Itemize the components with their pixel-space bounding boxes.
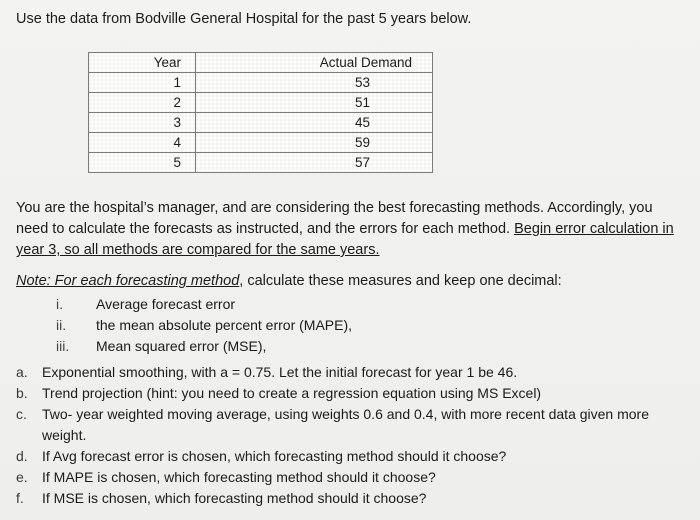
instructions-text: You are the hospital’s manager, and are considering the best forecasting methods. Accordingly, you need to calculate the forecasts as instructed, and the errors for each method. — [16, 200, 653, 237]
list-text: Trend projection (hint: you need to create a regression equation using MS Excel) — [42, 385, 542, 401]
list-number: ii. — [56, 317, 67, 333]
year-cell: 1 — [89, 73, 196, 93]
list-letter: a. — [16, 364, 28, 380]
list-number: iii. — [56, 338, 70, 354]
list-letter: d. — [16, 448, 28, 464]
list-letter: f. — [16, 490, 24, 506]
table-row — [89, 93, 433, 113]
list-text: If MSE is chosen, which forecasting method should it choose? — [42, 490, 427, 506]
list-letter: c. — [16, 406, 27, 422]
table-row — [89, 153, 433, 173]
intro-text: Use the data from Bodville General Hospital for the past 5 years below. — [16, 11, 472, 27]
list-item — [16, 446, 686, 467]
demand-cell: 57 — [196, 153, 433, 173]
note-line — [16, 271, 562, 292]
measures-list — [48, 294, 352, 357]
demand-table-container — [88, 52, 433, 173]
list-text: If MAPE is chosen, which forecasting method should it choose? — [42, 469, 436, 485]
year-cell: 5 — [89, 153, 196, 173]
list-text: the mean absolute percent error (MAPE), — [96, 317, 353, 333]
header-actual-demand: Actual Demand — [196, 53, 433, 73]
year-cell: 3 — [89, 113, 196, 133]
note-lead: Note: For each forecasting method — [16, 273, 240, 289]
table-row — [89, 73, 433, 93]
list-item — [48, 336, 352, 357]
year-cell: 4 — [89, 133, 196, 153]
list-text: Mean squared error (MSE), — [96, 338, 267, 354]
list-text: Average forecast error — [96, 296, 236, 312]
table-row — [89, 133, 433, 153]
list-text: If Avg forecast error is chosen, which forecasting method should it choose? — [42, 448, 507, 464]
list-item — [16, 383, 686, 404]
list-text: Exponential smoothing, with a = 0.75. Let the initial forecast for year 1 be 46. — [42, 364, 518, 380]
header-year: Year — [89, 53, 196, 73]
demand-cell: 53 — [196, 73, 433, 93]
list-letter: b. — [16, 385, 28, 401]
list-item — [16, 404, 686, 446]
list-item — [48, 315, 352, 336]
instructions-paragraph — [16, 198, 684, 261]
list-item — [16, 362, 686, 383]
table-header-row — [89, 53, 433, 73]
demand-cell: 45 — [196, 113, 433, 133]
demand-table — [88, 52, 433, 173]
demand-cell: 51 — [196, 93, 433, 113]
list-letter: e. — [16, 469, 28, 485]
list-text: Two- year weighted moving average, using weights 0.6 and 0.4, with more recent data given more weight. — [42, 406, 649, 443]
note-rest: , calculate these measures and keep one decimal: — [239, 273, 562, 289]
list-number: i. — [56, 296, 63, 312]
table-row — [89, 113, 433, 133]
list-item — [48, 294, 352, 315]
error-calculation-instruction: Begin error calculation in year 3, so all methods are compared for the same years. — [16, 221, 674, 258]
year-cell: 2 — [89, 93, 196, 113]
list-item — [16, 467, 686, 488]
list-item — [16, 488, 686, 509]
demand-cell: 59 — [196, 133, 433, 153]
tasks-list — [16, 362, 686, 509]
